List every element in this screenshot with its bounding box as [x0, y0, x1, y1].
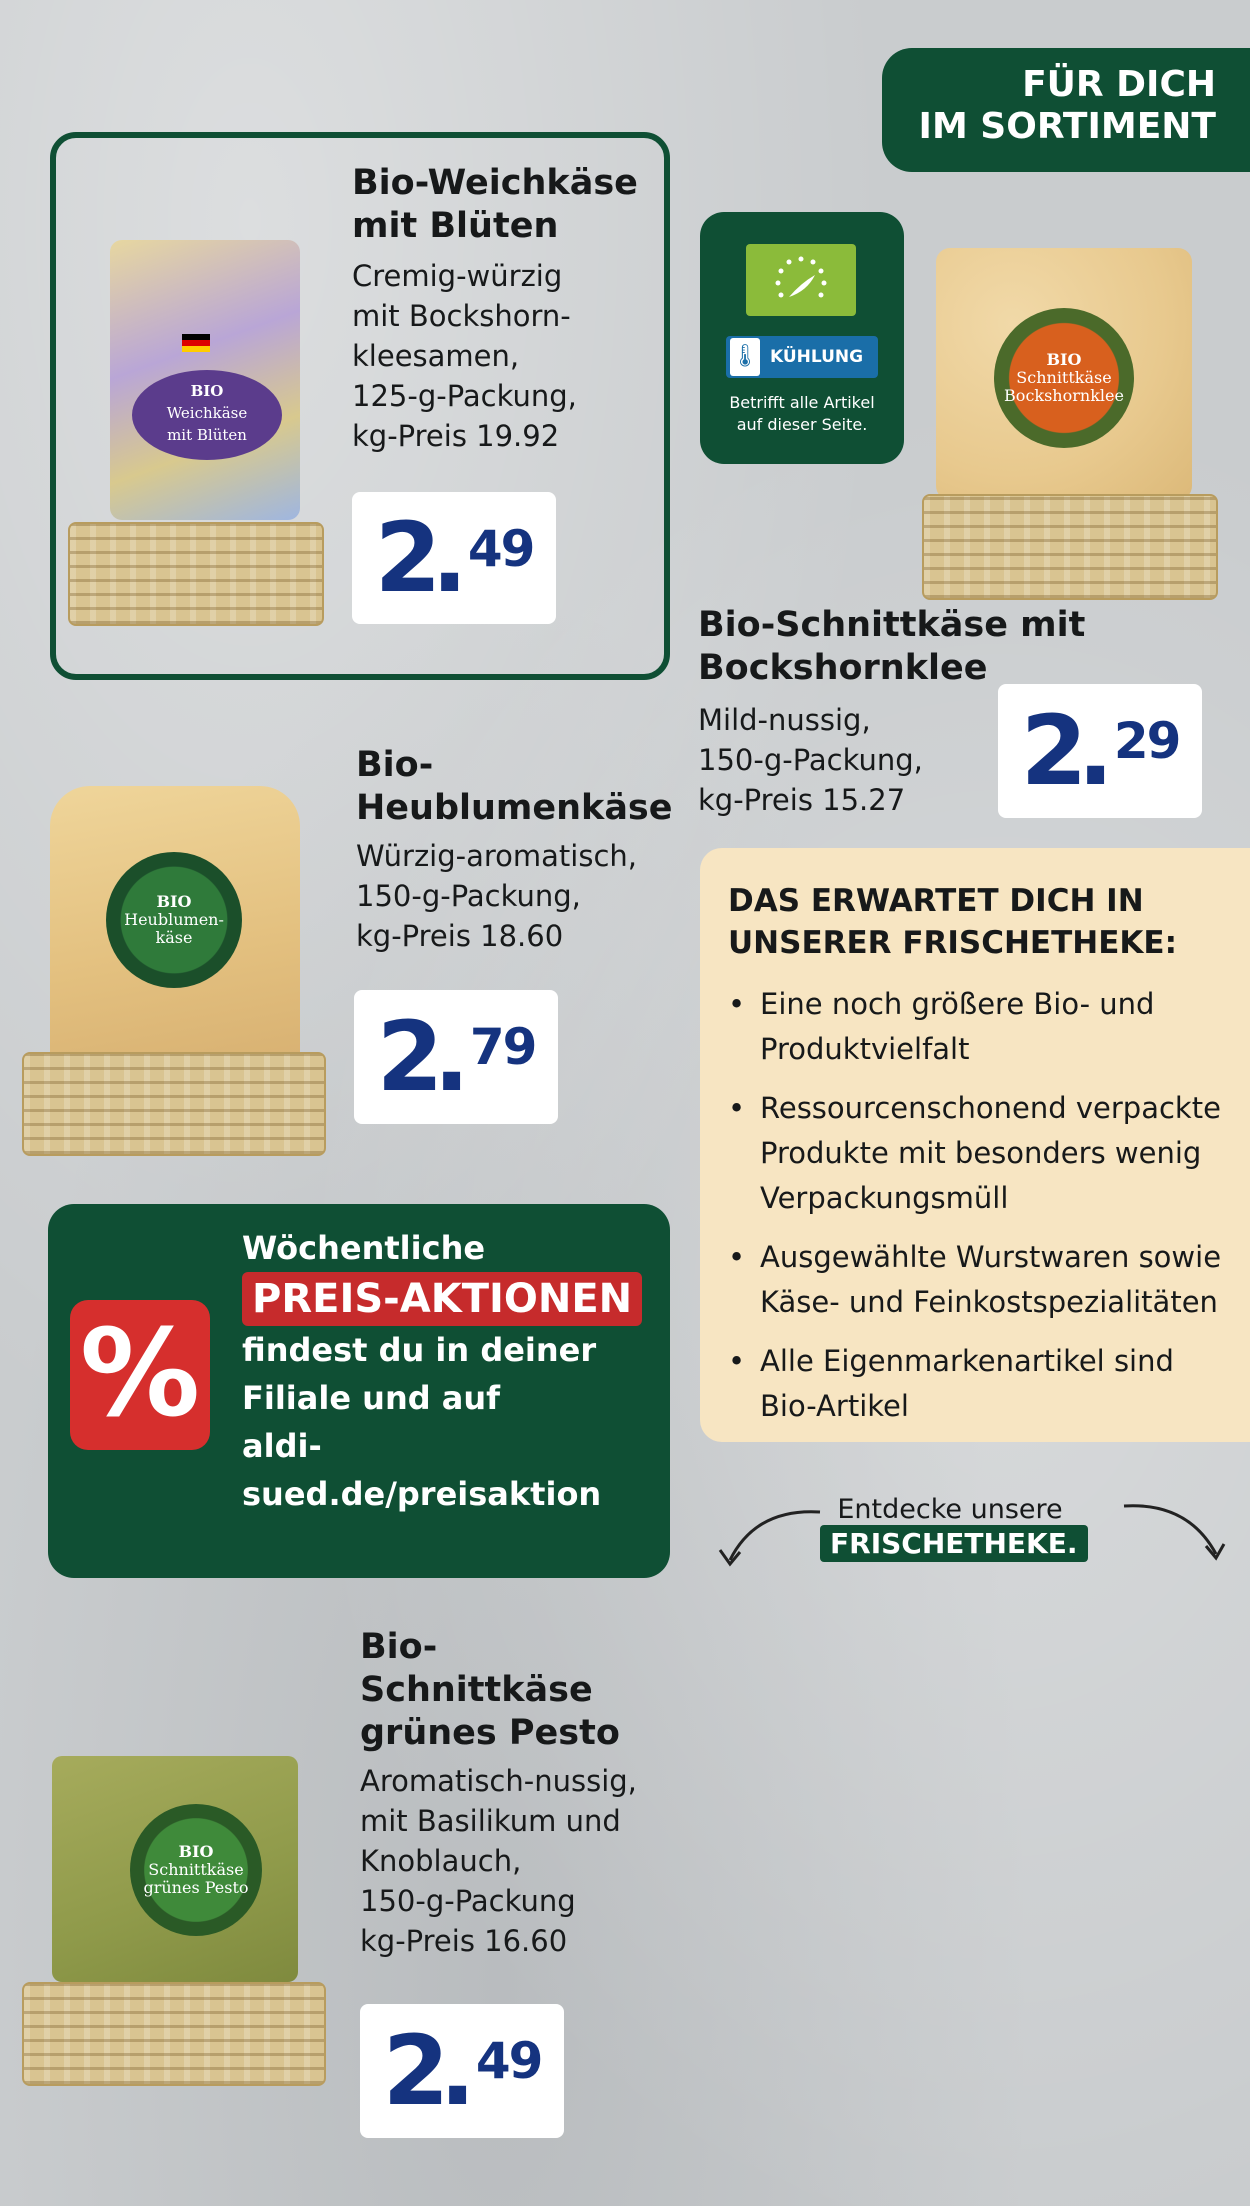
- product-label-bockshornklee: BIO Schnittkäse Bockshornklee: [994, 308, 1134, 448]
- discover-tag: FRISCHETHEKE.: [820, 1525, 1088, 1562]
- basket-image: [22, 1982, 326, 2086]
- product-title: Bio-: [360, 1627, 438, 1667]
- thermometer-icon: 🌡: [730, 338, 760, 376]
- promo-highlight: PREIS-AKTIONEN: [242, 1272, 642, 1326]
- curved-arrow-right-icon: [1118, 1498, 1228, 1564]
- discover-text: Entdecke unsere: [837, 1494, 1063, 1525]
- product-image-pesto[interactable]: [52, 1756, 298, 1982]
- price-tag: 2 . 49: [352, 492, 556, 624]
- product-title: Bio-Weichkäse: [352, 163, 638, 203]
- product-desc: kg-Preis 15.27: [698, 783, 906, 817]
- price-tag: 2 . 79: [354, 990, 558, 1124]
- product-desc: Mild-nussig,: [698, 703, 871, 737]
- product-desc: kg-Preis 19.92: [352, 419, 560, 453]
- product-desc: kg-Preis 18.60: [356, 919, 564, 953]
- product-desc: Knoblauch,: [360, 1844, 522, 1878]
- product-label-heublumenkaese: BIO Heublumen- käse: [106, 852, 242, 988]
- list-item: • Ressourcenschonend verpackte Produkte mit besonders wenig Verpackungsmüll: [728, 1086, 1226, 1221]
- basket-image: [68, 522, 324, 626]
- section-banner: [882, 48, 1250, 172]
- discover-callout[interactable]: [820, 1494, 1080, 1562]
- product-label-pesto: BIO Schnittkäse grünes Pesto: [130, 1804, 262, 1936]
- product-desc: kg-Preis 16.60: [360, 1924, 568, 1958]
- product-desc: kleesamen,: [352, 339, 520, 373]
- curved-arrow-left-icon: [716, 1504, 826, 1570]
- price-tag: 2 . 29: [998, 684, 1202, 818]
- basket-image: [922, 494, 1218, 600]
- list-item: • Eine noch größere Bio- und Produktvielfalt: [728, 982, 1226, 1072]
- product-desc: 150-g-Packung,: [356, 879, 581, 913]
- product-desc: 125-g-Packung,: [352, 379, 577, 413]
- product-image-weichkaese[interactable]: [110, 240, 300, 520]
- badge-note: auf dieser Seite.: [736, 415, 868, 434]
- promo-line: Filiale und auf: [242, 1379, 501, 1417]
- product-title: Schnittkäse: [360, 1670, 593, 1710]
- flag-icon: [182, 334, 210, 352]
- product-label-weichkaese: BIO Weichkäse mit Blüten: [132, 370, 282, 460]
- product-title: Bio-Schnittkäse mit: [698, 605, 1086, 645]
- bio-badge: [700, 212, 904, 464]
- product-desc: 150-g-Packung: [360, 1884, 576, 1918]
- product-image-bockshornklee[interactable]: [936, 248, 1192, 500]
- price-tag: 2 . 49: [360, 2004, 564, 2138]
- product-title: grünes Pesto: [360, 1713, 620, 1753]
- promo-box[interactable]: [48, 1204, 670, 1578]
- banner-line-1: FÜR DICH: [1022, 64, 1216, 105]
- product-title: Bockshornklee: [698, 648, 988, 688]
- fresh-heading: DAS ERWARTET DICH IN: [728, 883, 1144, 919]
- product-info-weichkaese: [352, 162, 652, 456]
- product-title: Bio-: [356, 745, 434, 785]
- product-desc: mit Basilikum und: [360, 1804, 621, 1838]
- product-info-pesto: [360, 1626, 700, 1961]
- promo-link[interactable]: aldi-sued.de/preisaktion: [242, 1427, 602, 1513]
- fresh-list: [728, 982, 1226, 1429]
- product-desc: Würzig-aromatisch,: [356, 839, 637, 873]
- eu-organic-leaf-icon: [746, 244, 856, 316]
- promo-line: findest du in deiner: [242, 1331, 597, 1369]
- product-desc: Aromatisch-nussig,: [360, 1764, 637, 1798]
- product-desc: 150-g-Packung,: [698, 743, 923, 777]
- product-image-heublumenkaese[interactable]: [50, 786, 300, 1064]
- banner-line-2: IM SORTIMENT: [918, 106, 1216, 147]
- fresh-counter-box: [700, 848, 1250, 1442]
- product-title: Heublumenkäse: [356, 788, 673, 828]
- list-item: • Ausgewählte Wurstwaren sowie Käse- und Feinkostspezialitäten: [728, 1235, 1226, 1325]
- percent-icon: %: [70, 1300, 210, 1450]
- cooling-badge: [726, 336, 878, 378]
- promo-line: Wöchentliche: [242, 1229, 486, 1267]
- product-desc: mit Bockshorn-: [352, 299, 571, 333]
- product-info-heublumenkaese: [356, 744, 696, 956]
- badge-note: Betrifft alle Artikel: [729, 393, 875, 412]
- basket-image: [22, 1052, 326, 1156]
- cooling-label: KÜHLUNG: [770, 347, 864, 367]
- list-item: • Alle Eigenmarkenartikel sind Bio-Artikel: [728, 1339, 1226, 1429]
- product-title: mit Blüten: [352, 206, 559, 246]
- fresh-heading: UNSERER FRISCHETHEKE:: [728, 925, 1177, 961]
- product-desc: Cremig-würzig: [352, 259, 563, 293]
